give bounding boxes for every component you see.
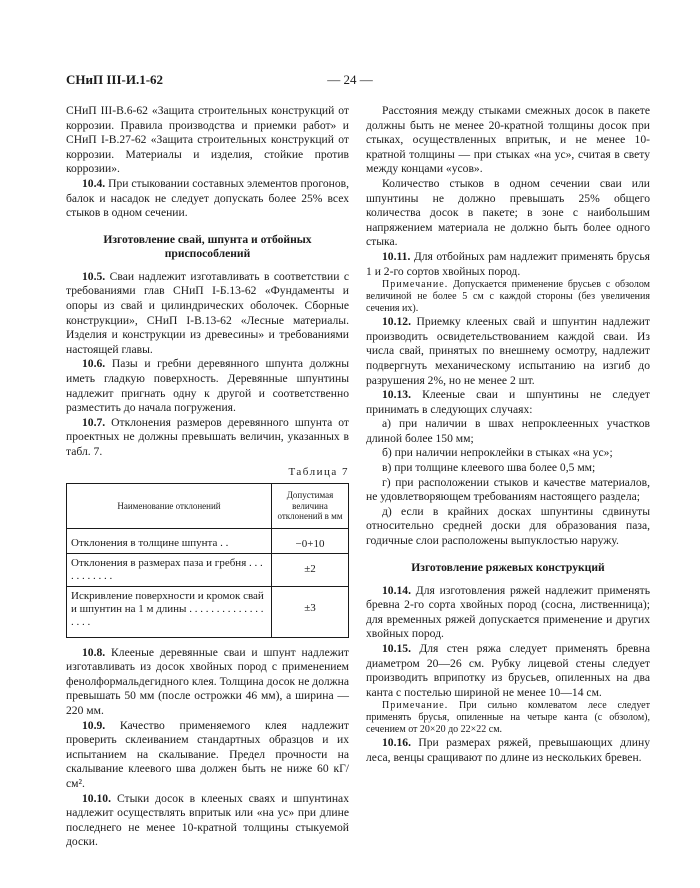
paragraph-10-14 <box>366 584 650 642</box>
paragraph-10-7 <box>66 416 349 460</box>
page-header <box>66 72 634 92</box>
clause-text: Качество применяемого клея надлежит проверить склеиванием стандартных образцов и их испытанием на скалывание. Предел прочности на скалывание клеевого шва должен быть не ниже 60 кГ/см². <box>66 718 349 790</box>
table-cell-name: Искривление поверхности и кромок свай и шпунтин на 1 м длины . . . . . . . . . . . . . . . . . . <box>67 586 272 637</box>
table-cell-value: −0+10 <box>272 528 349 553</box>
table-caption: Таблица 7 <box>288 466 349 479</box>
table-row <box>67 586 349 637</box>
list-item: д) если в крайних досках шпунтины сдвинуты относительно средней доски для образования паза, годичные слои расположены выпуклостью наружу. <box>366 504 650 548</box>
paragraph-joint-spacing: Расстояния между стыками смежных досок в пакете должны быть не менее 20-кратной толщины досок при стыках, осуществленных впритык, и не менее 10-кратной толщины — при стыках «на ус», считая в свету между концами «усов». <box>366 104 650 176</box>
clause-text: Клееные сваи и шпунтины не следует принимать в следующих случаях: <box>366 388 650 416</box>
clause-text: Отклонения размеров деревянного шпунта от проектных не должны превышать величин, указанных в табл. 7. <box>66 415 349 458</box>
clause-number: 10.8. <box>82 645 106 659</box>
table-row <box>67 528 349 553</box>
page-number: — 24 — <box>327 72 373 87</box>
table-header-row <box>67 484 349 529</box>
list-item: в) при толщине клеевого шва более 0,5 мм; <box>382 461 596 475</box>
clause-number: 10.5. <box>82 269 106 283</box>
clause-number: 10.10. <box>82 791 111 805</box>
table-header-name: Наименование отклонений <box>67 484 272 529</box>
clause-number: 10.14. <box>382 583 411 597</box>
note-label: Примечание. <box>382 279 449 291</box>
clause-text: Сваи надлежит изготавливать в соответствии с требованиями глав СНиП I-Б.13-62 «Фундаменты и опоры из свай и цилиндрических оболочек. Сборные конструкции», СНиП I-В.13-62 «Лесные материалы. Изделия и конструкции из древесины» и требованиями настоящей главы. <box>66 269 349 356</box>
paragraph-intro: СНиП III-В.6-62 «Защита строительных конструкций от коррозии. Правила производства и приемки работ» и СНиП I-В.27-62 «Защита строительных конструкций от коррозии. Материалы и изделия, стойкие против коррозии». <box>66 104 349 176</box>
clause-number: 10.12. <box>382 315 411 329</box>
clause-text: Клееные деревянные сваи и шпунт надлежит изготавливать из досок хвойных пород с применением фенолформальдегидного клея. Толщина досок не должна превышать 50 мм (после острожки 46 мм), а ширина — 220 мм. <box>66 645 349 717</box>
list-item: а) при наличии в швах непроклеенных участков длиной более 150 мм; <box>366 417 650 445</box>
clause-text: Приемку клееных свай и шпунтин надлежит производить освидетельствованием каждой сваи. Из числа свай, принятых по внешнему осмотру, надлежит подвергнуть механическому испытанию на изгиб до разрушения 2%, но не менее 2 шт. <box>366 315 650 387</box>
note-text: Допускается применение брусьев с обзолом величиной не более 5 см с каждой стороны (без увеличения сечения их). <box>366 279 650 315</box>
document-code: СНиП III-И.1-62 <box>66 72 164 87</box>
paragraph-10-16 <box>366 736 650 765</box>
note-label: Примечание. <box>382 700 449 712</box>
tolerance-table <box>66 483 349 638</box>
paragraph-10-11 <box>366 250 650 279</box>
list-item: б) при наличии непроклейки в стыках «на ус»; <box>382 446 613 460</box>
paragraph-10-4 <box>66 177 349 221</box>
clause-number: 10.6. <box>82 357 106 371</box>
paragraph-10-5 <box>66 270 349 358</box>
paragraph-10-15 <box>366 642 650 700</box>
note-text: При сильно комлеватом лесе следует применять брусья, опиленные на четыре канта (с обзолом), сечением от 20×20 до 22×22 см. <box>366 700 650 736</box>
clause-number: 10.16. <box>382 736 411 750</box>
section-title: Изготовление ряжевых конструкций <box>411 560 605 574</box>
clause-text: При размерах ряжей, превышающих длину леса, венцы сращивают по длине из нескольких бревен. <box>366 736 650 764</box>
table-header-value: Допустимая величина отклонений в мм <box>272 484 349 529</box>
paragraph-10-10 <box>66 792 349 850</box>
clause-text: Стыки досок в клееных сваях и шпунтинах надлежит осуществлять впритык или «на ус» при длине последнего не менее 10-кратной толщины стыкуемой доски. <box>66 791 349 849</box>
clause-number: 10.13. <box>382 388 411 402</box>
clause-number: 10.15. <box>382 642 411 655</box>
clause-text: Для стен ряжа следует применять бревна диаметром 20—26 см. Рубку лицевой стены следует производить вприпотку из брусьев, опиленных на два канта с постелью шириной не менее 10—14 см. <box>366 642 650 699</box>
clause-text: При стыковании составных элементов прогонов, балок и насадок не следует допускать более 25% всех стыков в одном сечении. <box>66 176 349 220</box>
paragraph-10-13 <box>366 388 650 417</box>
paragraph-10-12 <box>366 315 650 388</box>
note-2 <box>366 700 650 736</box>
paragraph-10-8 <box>66 646 349 719</box>
clause-number: 10.4. <box>82 176 106 190</box>
table-cell-name: Отклонения в размерах паза и гребня . . . . . . . . . . . <box>67 553 272 586</box>
clause-text: Для изготовления ряжей надлежит применять бревна 2-го сорта хвойных пород (сосна, лиственница); для временных ряжей допускается применение и других хвойных пород. <box>366 583 650 641</box>
clause-text: Пазы и гребни деревянного шпунта должны иметь гладкую поверхность. Деревянные шпунтины надлежит пригнать одну к другой и соответственно разместить до начала погружения. <box>66 357 349 415</box>
clause-number: 10.7. <box>82 415 106 429</box>
table-cell-value: ±3 <box>272 586 349 637</box>
table-cell-name: Отклонения в толщине шпунта . . <box>67 528 272 553</box>
paragraph-10-6 <box>66 357 349 415</box>
paragraph-joint-count: Количество стыков в одном сечении сваи или шпунтины не должно превышать 25% общего количества досок в пакете; в зоне с наибольшим напряжением материала не должно быть более одного стыка. <box>366 176 650 249</box>
clause-text: Для отбойных рам надлежит применять брусья 1 и 2-го сортов хвойных пород. <box>366 249 650 278</box>
table-row <box>67 553 349 586</box>
paragraph-10-9 <box>66 719 349 792</box>
table-cell-value: ±2 <box>272 553 349 586</box>
clause-number: 10.9. <box>82 718 106 732</box>
clause-number: 10.11. <box>382 249 411 263</box>
section-title: Изготовление свай, шпунта и отбойных приспособлений <box>103 232 312 260</box>
note-1 <box>366 279 650 315</box>
left-column <box>66 104 349 850</box>
right-column <box>366 104 650 766</box>
list-item: г) при расположении стыков и качестве материалов, не удовлетворяющем требованиям настоящего раздела; <box>366 475 650 504</box>
